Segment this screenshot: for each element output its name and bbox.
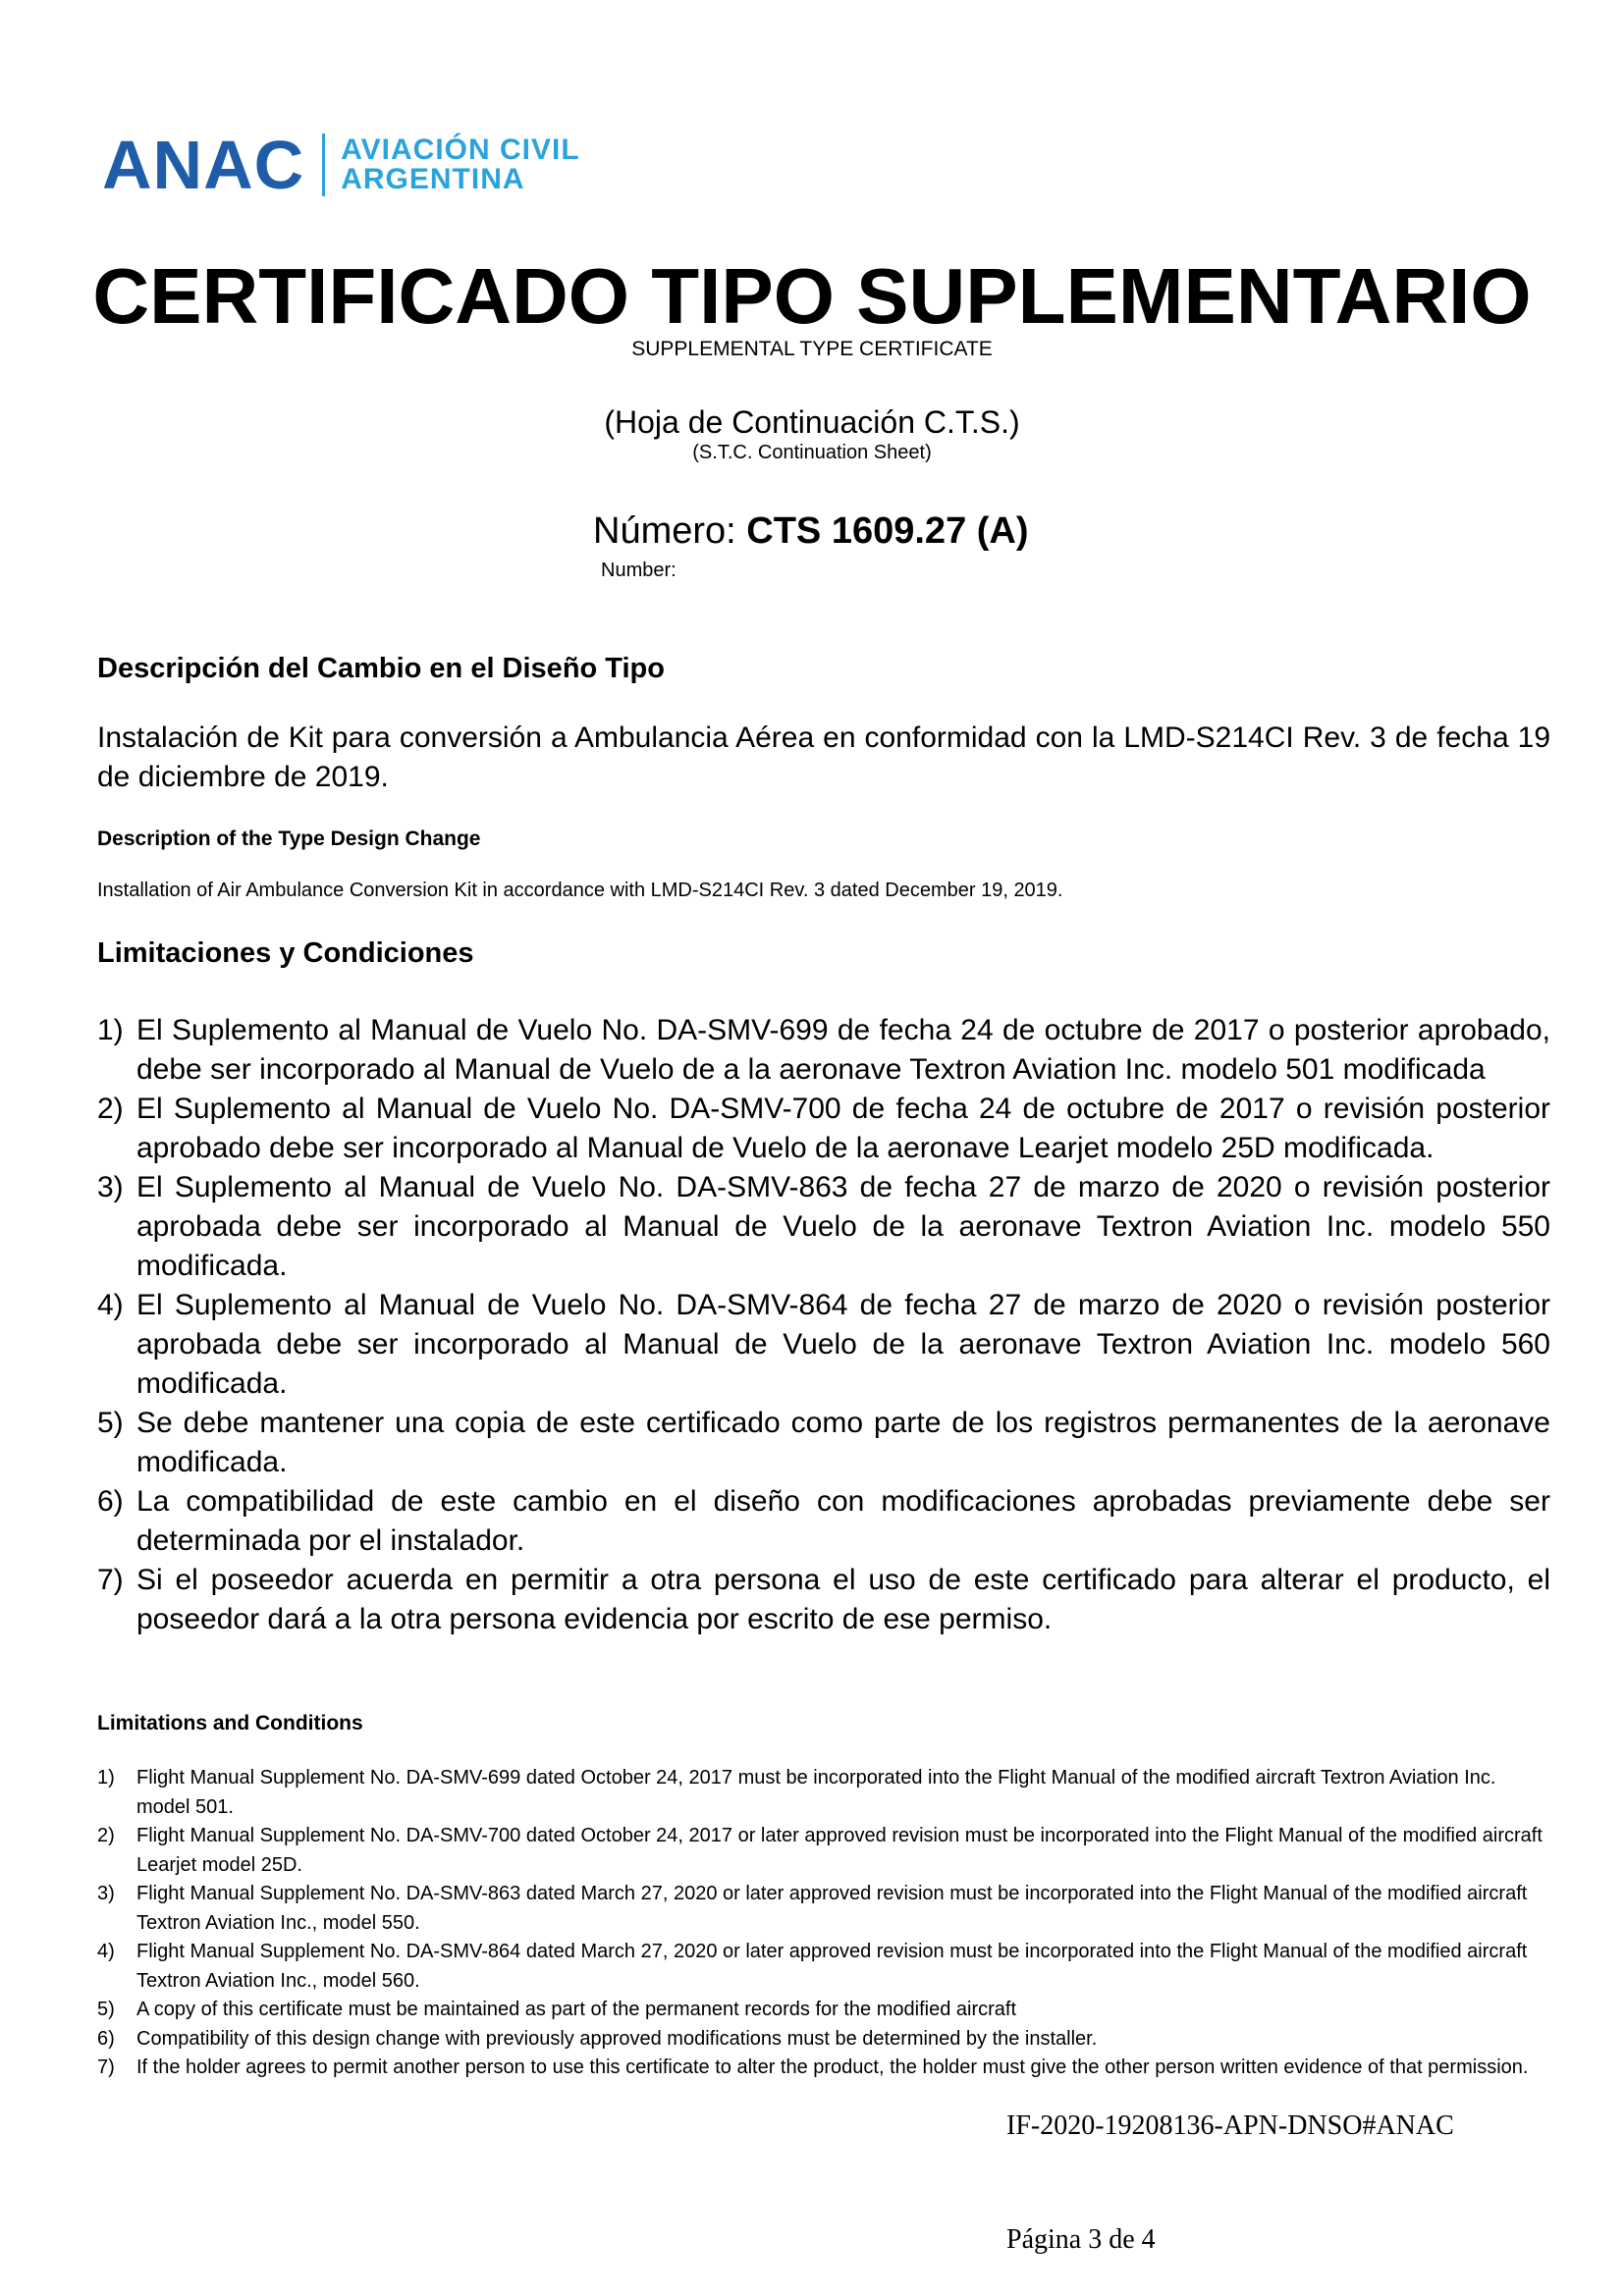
item-text: Si el poseedor acuerda en permitir a otra persona el uso de este certificado para alterar el producto, el poseedor dará a la otra persona evidencia por escrito de ese permiso. xyxy=(136,1564,1550,1635)
logo-line-1: AVIACIÓN CIVIL xyxy=(341,133,580,166)
list-item xyxy=(97,1822,1550,1880)
item-number: 4) xyxy=(97,1289,124,1321)
logo-divider xyxy=(322,133,325,196)
page-number: Página 3 de 4 xyxy=(1006,2224,1156,2255)
document-title: CERTIFICADO TIPO SUPLEMENTARIO xyxy=(92,252,1532,340)
item-number: 3) xyxy=(97,1883,115,1904)
list-item xyxy=(97,1764,1550,1822)
item-number: 6) xyxy=(97,1485,124,1518)
number-value: CTS 1609.27 (A) xyxy=(746,510,1029,552)
list-item xyxy=(97,1996,1550,2025)
item-number: 3) xyxy=(97,1171,124,1203)
description-text: Instalación de Kit para conversión a Ambulancia Aérea en conformidad con la LMD-S214CI Rev. 3 de fecha 19 de diciembre de 2019. xyxy=(97,721,1550,793)
item-number: 5) xyxy=(97,1999,115,2020)
list-item xyxy=(97,1011,1550,1090)
list-item xyxy=(97,1090,1550,1168)
list-item xyxy=(97,1938,1550,1996)
list-item xyxy=(97,2025,1550,2055)
item-number: 6) xyxy=(97,2027,115,2050)
certificate-number xyxy=(593,510,1029,553)
item-number: 7) xyxy=(97,1564,124,1596)
list-item xyxy=(97,1482,1550,1561)
item-number: 2) xyxy=(97,1093,124,1125)
list-item xyxy=(97,1880,1550,1938)
number-label: Número: xyxy=(593,510,736,552)
logo-line-2: ARGENTINA xyxy=(341,163,525,195)
item-number: 4) xyxy=(97,1941,115,1962)
limitations-heading-en: Limitations and Conditions xyxy=(97,1712,363,1735)
logo-mark: ANAC xyxy=(102,127,305,203)
item-text: El Suplemento al Manual de Vuelo No. DA-SMV-700 de fecha 24 de octubre de 2017 o revisión posterior aprobado debe ser incorporado al Manual de Vuelo de la aeronave Learjet modelo 25D modificada. xyxy=(136,1093,1550,1164)
logo-subtitle xyxy=(341,135,579,194)
description-text-en: Installation of Air Ambulance Conversion Kit in accordance with LMD-S214CI Rev. 3 dated December 19, 2019. xyxy=(97,880,1063,901)
item-text: If the holder agrees to permit another person to use this certificate to alter the product, the holder must give the other person written evidence of that permission. xyxy=(136,2056,1529,2078)
description-heading-en: Description of the Type Design Change xyxy=(97,828,481,850)
item-number: 2) xyxy=(97,1825,115,1846)
item-text: Flight Manual Supplement No. DA-SMV-699 dated October 24, 2017 must be incorporated into the Flight Manual of the modified aircraft Textron Aviation Inc. model 501. xyxy=(136,1767,1496,1818)
item-text: Flight Manual Supplement No. DA-SMV-864 dated March 27, 2020 or later approved revision must be incorporated into the Flight Manual of the modified aircraft Textron Aviation Inc., model 560. xyxy=(136,1941,1528,1992)
item-number: 5) xyxy=(97,1407,124,1439)
list-item xyxy=(97,1168,1550,1286)
limitations-heading: Limitaciones y Condiciones xyxy=(97,937,474,969)
item-text: Flight Manual Supplement No. DA-SMV-700 dated October 24, 2017 or later approved revision must be incorporated into the Flight Manual of the modified aircraft Learjet model 25D. xyxy=(136,1825,1543,1876)
item-text: Flight Manual Supplement No. DA-SMV-863 dated March 27, 2020 or later approved revision must be incorporated into the Flight Manual of the modified aircraft Textron Aviation Inc., model 550. xyxy=(136,1883,1528,1934)
description-heading: Descripción del Cambio en el Diseño Tipo xyxy=(97,653,665,684)
item-number: 7) xyxy=(97,2056,115,2078)
item-text: El Suplemento al Manual de Vuelo No. DA-SMV-863 de fecha 27 de marzo de 2020 o revisión posterior aprobada debe ser incorporado al Manual de Vuelo de la aeronave Textron Aviation Inc. modelo 550 modificada. xyxy=(136,1171,1550,1282)
item-text: Se debe mantener una copia de este certificado como parte de los registros permanentes de la aeronave modificada. xyxy=(136,1407,1550,1478)
continuation-label-en: (S.T.C. Continuation Sheet) xyxy=(692,442,932,463)
number-label-en: Number: xyxy=(601,560,677,581)
limitations-list-en xyxy=(97,1764,1550,2083)
list-item xyxy=(97,1404,1550,1482)
list-item xyxy=(97,1561,1550,1639)
document-id: IF-2020-19208136-APN-DNSO#ANAC xyxy=(1006,2110,1454,2141)
item-number: 1) xyxy=(97,1767,115,1789)
continuation-label: (Hoja de Continuación C.T.S.) xyxy=(604,404,1020,440)
list-item xyxy=(97,1286,1550,1404)
item-text: Compatibility of this design change with previously approved modifications must be determined by the installer. xyxy=(136,2027,1098,2050)
anac-logo xyxy=(102,127,580,203)
limitations-list xyxy=(97,1011,1550,1639)
item-number: 1) xyxy=(97,1014,124,1046)
item-text: A copy of this certificate must be maintained as part of the permanent records for the modified aircraft xyxy=(136,1999,1016,2020)
item-text: La compatibilidad de este cambio en el diseño con modificaciones aprobadas previamente debe ser determinada por el instalador. xyxy=(136,1485,1550,1557)
list-item xyxy=(97,2054,1550,2083)
document-subtitle: SUPPLEMENTAL TYPE CERTIFICATE xyxy=(631,338,993,360)
item-text: El Suplemento al Manual de Vuelo No. DA-SMV-864 de fecha 27 de marzo de 2020 o revisión posterior aprobada debe ser incorporado al Manual de Vuelo de la aeronave Textron Aviation Inc. modelo 560 modificada. xyxy=(136,1289,1550,1400)
item-text: El Suplemento al Manual de Vuelo No. DA-SMV-699 de fecha 24 de octubre de 2017 o posterior aprobado, debe ser incorporado al Manual de Vuelo de a la aeronave Textron Aviation Inc. modelo 501 modificada xyxy=(136,1014,1550,1086)
